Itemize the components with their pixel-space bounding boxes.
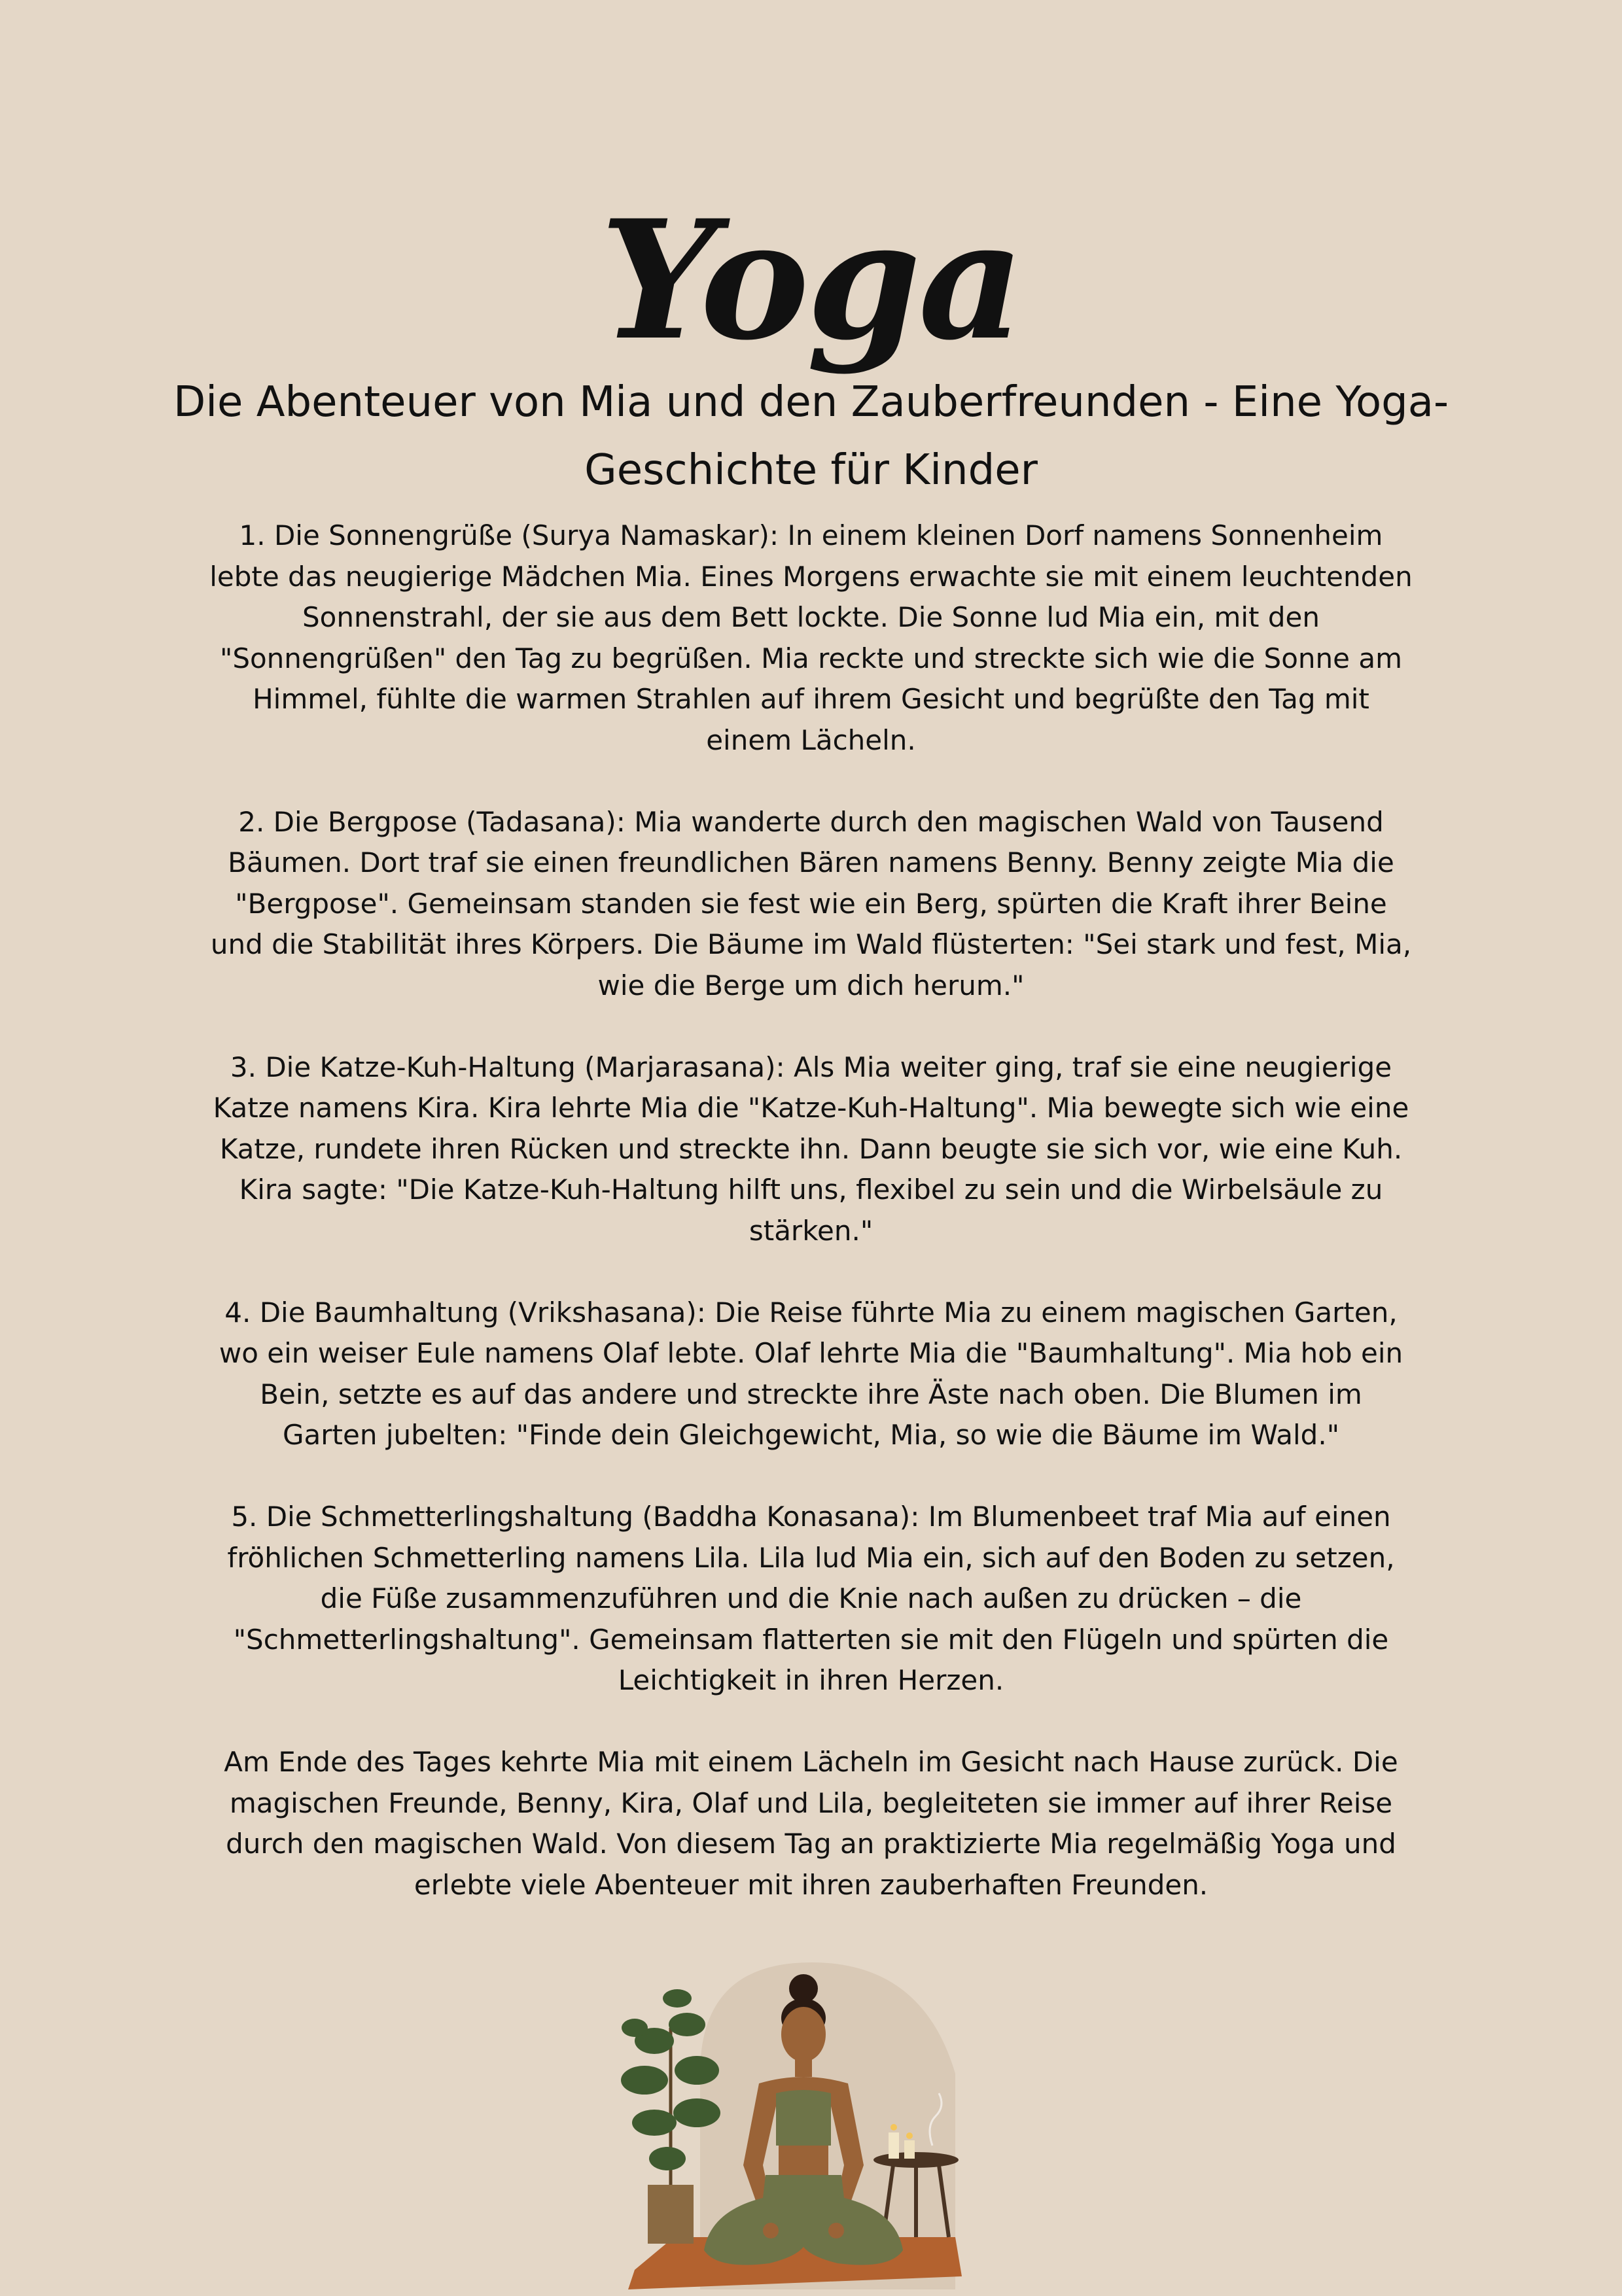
paragraph-tree-pose: 4. Die Baumhaltung (Vrikshasana): Die Reise führte Mia zu einem magischen Garten, wo ein weiser Eule namens Olaf lebte. Olaf lehrte Mia die "Baumhaltung". Mia hob ein Bein, setzte es auf das andere und streckte ihre Äste nach oben. Die Blumen im Garten jubelten: "Finde dein Gleichgewicht, Mia, so wie die Bäume im Wald." xyxy=(219,1296,1403,1451)
page-title: Yoga xyxy=(600,183,1022,376)
side-table-top xyxy=(873,2152,959,2168)
paragraph-sun-salutation: 1. Die Sonnengrüße (Surya Namaskar): In einem kleinen Dorf namens Sonnenheim lebte das neugierige Mädchen Mia. Eines Morgens erwachte sie mit einem leuchtenden Sonnenstrahl, der sie aus dem Bett lockte. Die Sonne lud Mia ein, mit den "Sonnengrüßen" den Tag zu begrüßen. Mia reckte und streckte sich wie die Sonne am Himmel, fühlte die warmen Strahlen auf ihrem Gesicht und begrüßte den Tag mit einem Lächeln. xyxy=(209,519,1413,756)
page-subtitle: Die Abenteuer von Mia und den Zauberfreunden - Eine Yoga-Geschichte für Kinder xyxy=(173,378,1449,495)
story-body xyxy=(209,515,1413,1947)
paragraph-cat-cow-pose: 3. Die Katze-Kuh-Haltung (Marjarasana): Als Mia weiter ging, traf sie eine neugierige Katze namens Kira. Kira lehrte Mia die "Katze-Kuh-Haltung". Mia bewegte sich wie eine Katze, rundete ihren Rücken und streckte ihn. Dann beugte sie sich vor, wie eine Kuh. Kira sagte: "Die Katze-Kuh-Haltung hilft uns, flexibel zu sein und die Wirbelsäule zu stärken." xyxy=(213,1051,1409,1247)
paragraph-butterfly-pose: 5. Die Schmetterlingshaltung (Baddha Konasana): Im Blumenbeet traf Mia auf einen fröhlichen Schmetterling namens Lila. Lila lud Mia ein, sich auf den Boden zu setzen, die Füße zusammenzuführen und die Knie nach außen zu drücken – die "Schmetterlingshaltung". Gemeinsam flatterten sie mit den Flügeln und spürten die Leichtigkeit in ihren Herzen. xyxy=(227,1501,1395,1696)
paragraph-conclusion: Am Ende des Tages kehrte Mia mit einem Lächeln im Gesicht nach Hause zurück. Die magischen Freunde, Benny, Kira, Olaf und Lila, begleiteten sie immer auf ihrer Reise durch den magischen Wald. Von diesem Tag an praktizierte Mia regelmäßig Yoga und erlebte viele Abenteuer mit ihren zauberhaften Freunden. xyxy=(224,1746,1398,1901)
candle-icon xyxy=(889,2132,899,2159)
meditating-woman-illustration xyxy=(615,1949,981,2289)
paragraph-mountain-pose: 2. Die Bergpose (Tadasana): Mia wanderte durch den magischen Wald von Tausend Bäumen. Dort traf sie einen freundlichen Bären namens Benny. Benny zeigte Mia die "Bergpose". Gemeinsam standen sie fest wie ein Berg, spürten die Kraft ihrer Beine und die Stabilität ihres Körpers. Die Bäume im Wald flüsterten: "Sei stark und fest, Mia, wie die Berge um dich herum." xyxy=(210,805,1412,1001)
plant-pot xyxy=(648,2185,694,2244)
